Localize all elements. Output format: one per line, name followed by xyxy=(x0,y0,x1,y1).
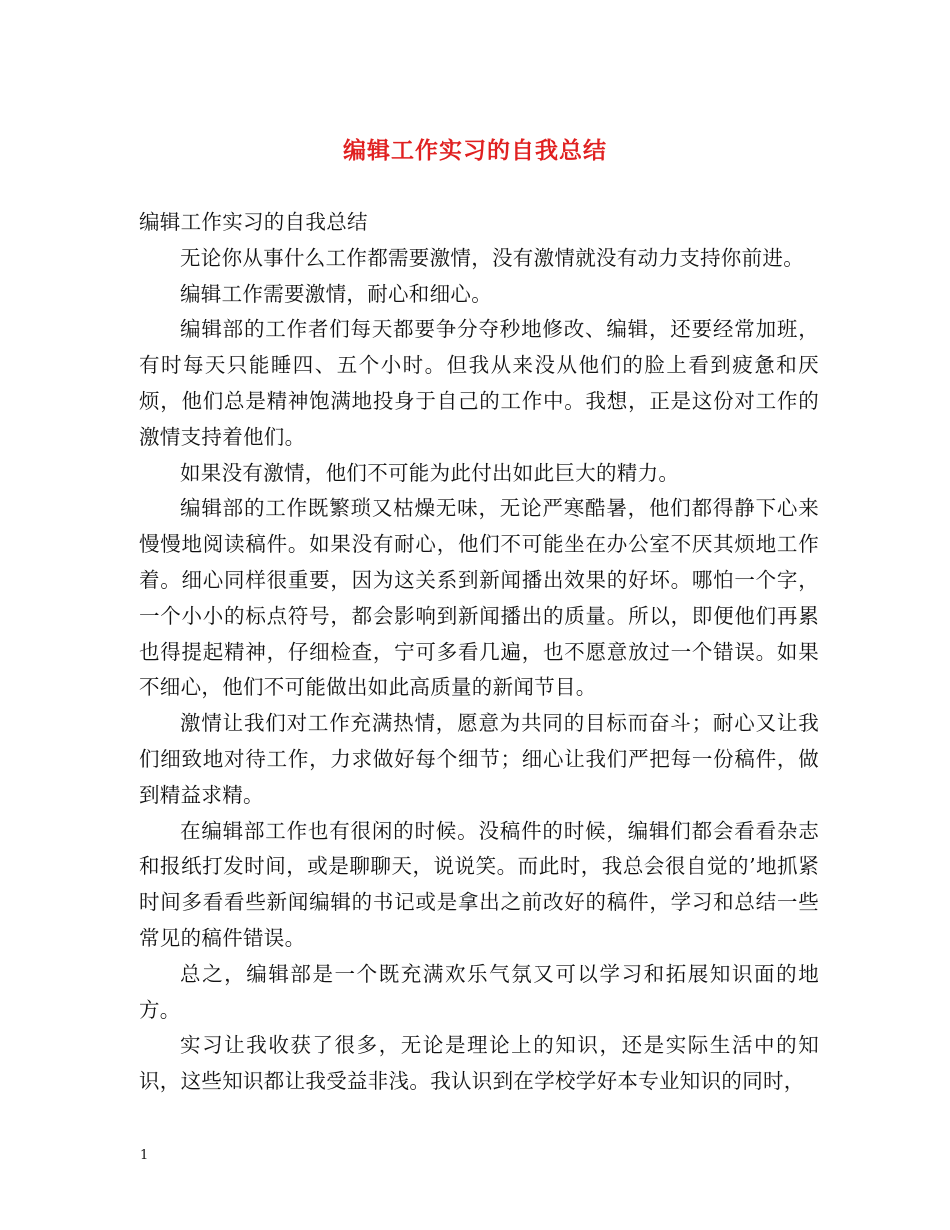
paragraph: 编辑工作需要激情，耐心和细心。 xyxy=(180,281,492,306)
paragraph: 在编辑部工作也有很闲的时候。没稿件的时候，编辑们都会看看杂志和报纸打发时间，或是聊聊天，说说笑。而此时，我总会很自觉的’地抓紧时间多看看些新闻编辑的书记或是拿出之前改好的稿件，学习和总结一些常见的稿件错误。 xyxy=(139,818,819,950)
document-body xyxy=(139,205,819,1100)
document-subtitle: 编辑工作实习的自我总结 xyxy=(139,210,368,234)
paragraph: 如果没有激情，他们不可能为此付出如此巨大的精力。 xyxy=(180,460,680,485)
paragraph: 编辑部的工作者们每天都要争分夺秒地修改、编辑，还要经常加班，有时每天只能睡四、五个小时。但我从来没从他们的脸上看到疲惫和厌烦，他们总是精神饱满地投身于自己的工作中。我想，正是这份对工作的激情支持着他们。 xyxy=(139,317,819,449)
paragraph: 激情让我们对工作充满热情，愿意为共同的目标而奋斗；耐心又让我们细致地对待工作，力求做好每个细节；细心让我们严把每一份稿件，做到精益求精。 xyxy=(139,711,819,807)
paragraph: 总之，编辑部是一个既充满欢乐气氛又可以学习和拓展知识面的地方。 xyxy=(139,961,819,1022)
paragraph: 无论你从事什么工作都需要激情，没有激情就没有动力支持你前进。 xyxy=(180,245,804,270)
page-number: 1 xyxy=(140,1148,149,1163)
paragraph: 实习让我收获了很多，无论是理论上的知识，还是实际生活中的知识，这些知识都让我受益非浅。我认识到在学校学好本专业知识的同时， xyxy=(139,1033,819,1094)
paragraph: 编辑部的工作既繁琐又枯燥无味，无论严寒酷暑，他们都得静下心来慢慢地阅读稿件。如果没有耐心，他们不可能坐在办公室不厌其烦地工作着。细心同样很重要，因为这关系到新闻播出效果的好坏。哪怕一个字，一个小小的标点符号，都会影响到新闻播出的质量。所以，即便他们再累也得提起精神，仔细检查，宁可多看几遍，也不愿意放过一个错误。如果不细心，他们不可能做出如此高质量的新闻节目。 xyxy=(139,496,819,700)
document-title: 编辑工作实习的自我总结 xyxy=(343,137,607,164)
